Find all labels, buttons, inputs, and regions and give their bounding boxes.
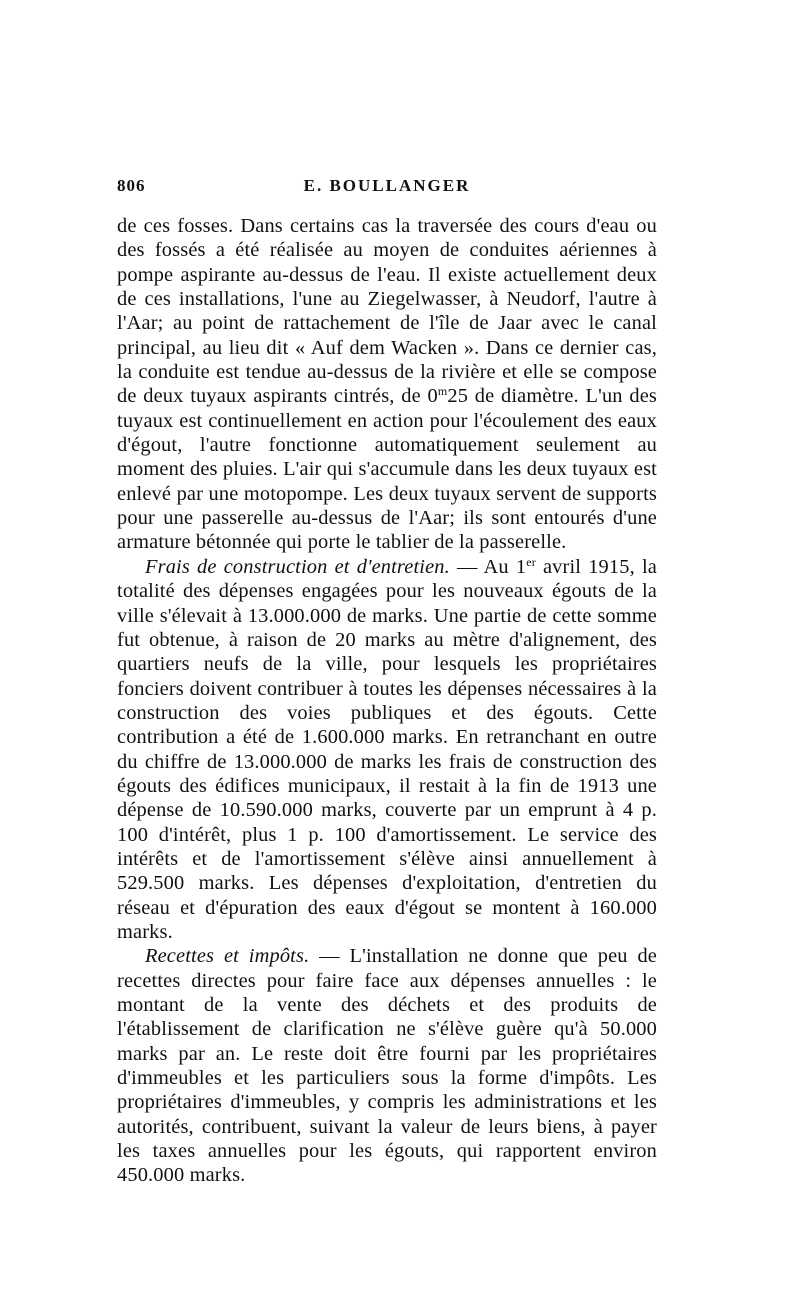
paragraph-construction-costs bbox=[117, 555, 657, 945]
body-text bbox=[117, 214, 657, 1188]
section-heading-costs: Frais de construction et d'entretien. bbox=[145, 555, 450, 578]
running-head bbox=[117, 176, 657, 204]
paragraph-text: de ces fosses. Dans certains cas la traversée des cours d'eau ou des fossés a été réalisée au moyen de conduites aériennes à pompe aspirante au-dessus de l'eau. Il existe actuellement deux de ces installations, l'une au Ziegelwasser, à Neudorf, l'autre à l'Aar; au point de rattachement de l'île de Jaar avec le canal principal, au lieu dit « Auf dem Wacken ». Dans ce dernier cas, la conduite est tendue au-dessus de la rivière et elle se compose de deux tuyaux aspirants cintrés, de 0 bbox=[117, 215, 657, 408]
book-page bbox=[117, 176, 657, 1188]
paragraph-text-continued: avril 1915, la totalité des dépenses engagées pour les nouveaux égouts de la ville s'élevait à 13.000.000 de marks. Une partie de cette somme fut obtenue, à raison de 20 marks au mètre d'alignement, des quartiers neufs de la ville, pour lesquels les propriétaires fonciers doivent contribuer à toutes les dépenses nécessaires à la construction des voies publiques et des égouts. Cette contribution a été de 1.600.000 marks. En retranchant en outre du chiffre de 13.000.000 de marks les frais de construction des égouts des édifices municipaux, il restait à la fin de 1913 une dépense de 10.590.000 marks, couverte par un emprunt à 4 p. 100 d'intérêt, plus 1 p. 100 d'amortissement. Le service des intérêts et de l'amortissement s'élève ainsi annuellement à 529.500 marks. Les dépenses d'exploitation, d'entretien du réseau et d'épuration des eaux d'égout se montent à 160.000 marks. bbox=[117, 555, 657, 943]
paragraph-revenue-taxes bbox=[117, 944, 657, 1187]
section-heading-revenue: Recettes et impôts. bbox=[145, 945, 310, 968]
paragraph-text-continued: 25 de diamètre. L'un des tuyaux est continuellement en action pour l'écoulement des eaux d'égout, l'autre fonctionne automatiquement seulement au moment des pluies. L'air qui s'accumule dans les deux tuyaux est enlevé par une motopompe. Les deux tuyaux servent de supports pour une passerelle au-dessus de l'Aar; ils sont entourés d'une armature bétonnée qui porte le tablier de la passerelle. bbox=[117, 385, 657, 554]
paragraph-text: — Au 1 bbox=[449, 555, 527, 578]
superscript-m: m bbox=[437, 384, 448, 399]
paragraph-siphon-conduits bbox=[117, 214, 657, 555]
running-title: E. BOULLANGER bbox=[303, 176, 471, 195]
superscript-er: er bbox=[526, 554, 536, 569]
page-number: 806 bbox=[117, 176, 146, 195]
paragraph-text: — L'installation ne donne que peu de recettes directes pour faire face aux dépenses annuelles : le montant de la vente des déchets et des produits de l'établissement de clarification ne s'élève guère qu'à 50.000 marks par an. Le reste doit être fourni par les propriétaires d'immeubles et les particuliers sous la forme d'impôts. Les propriétaires d'immeubles, y compris les administrations et les autorités, contribuent, suivant la valeur de leurs biens, à payer les taxes annuelles pour les égouts, qui rapportent environ 450.000 marks. bbox=[117, 945, 657, 1187]
